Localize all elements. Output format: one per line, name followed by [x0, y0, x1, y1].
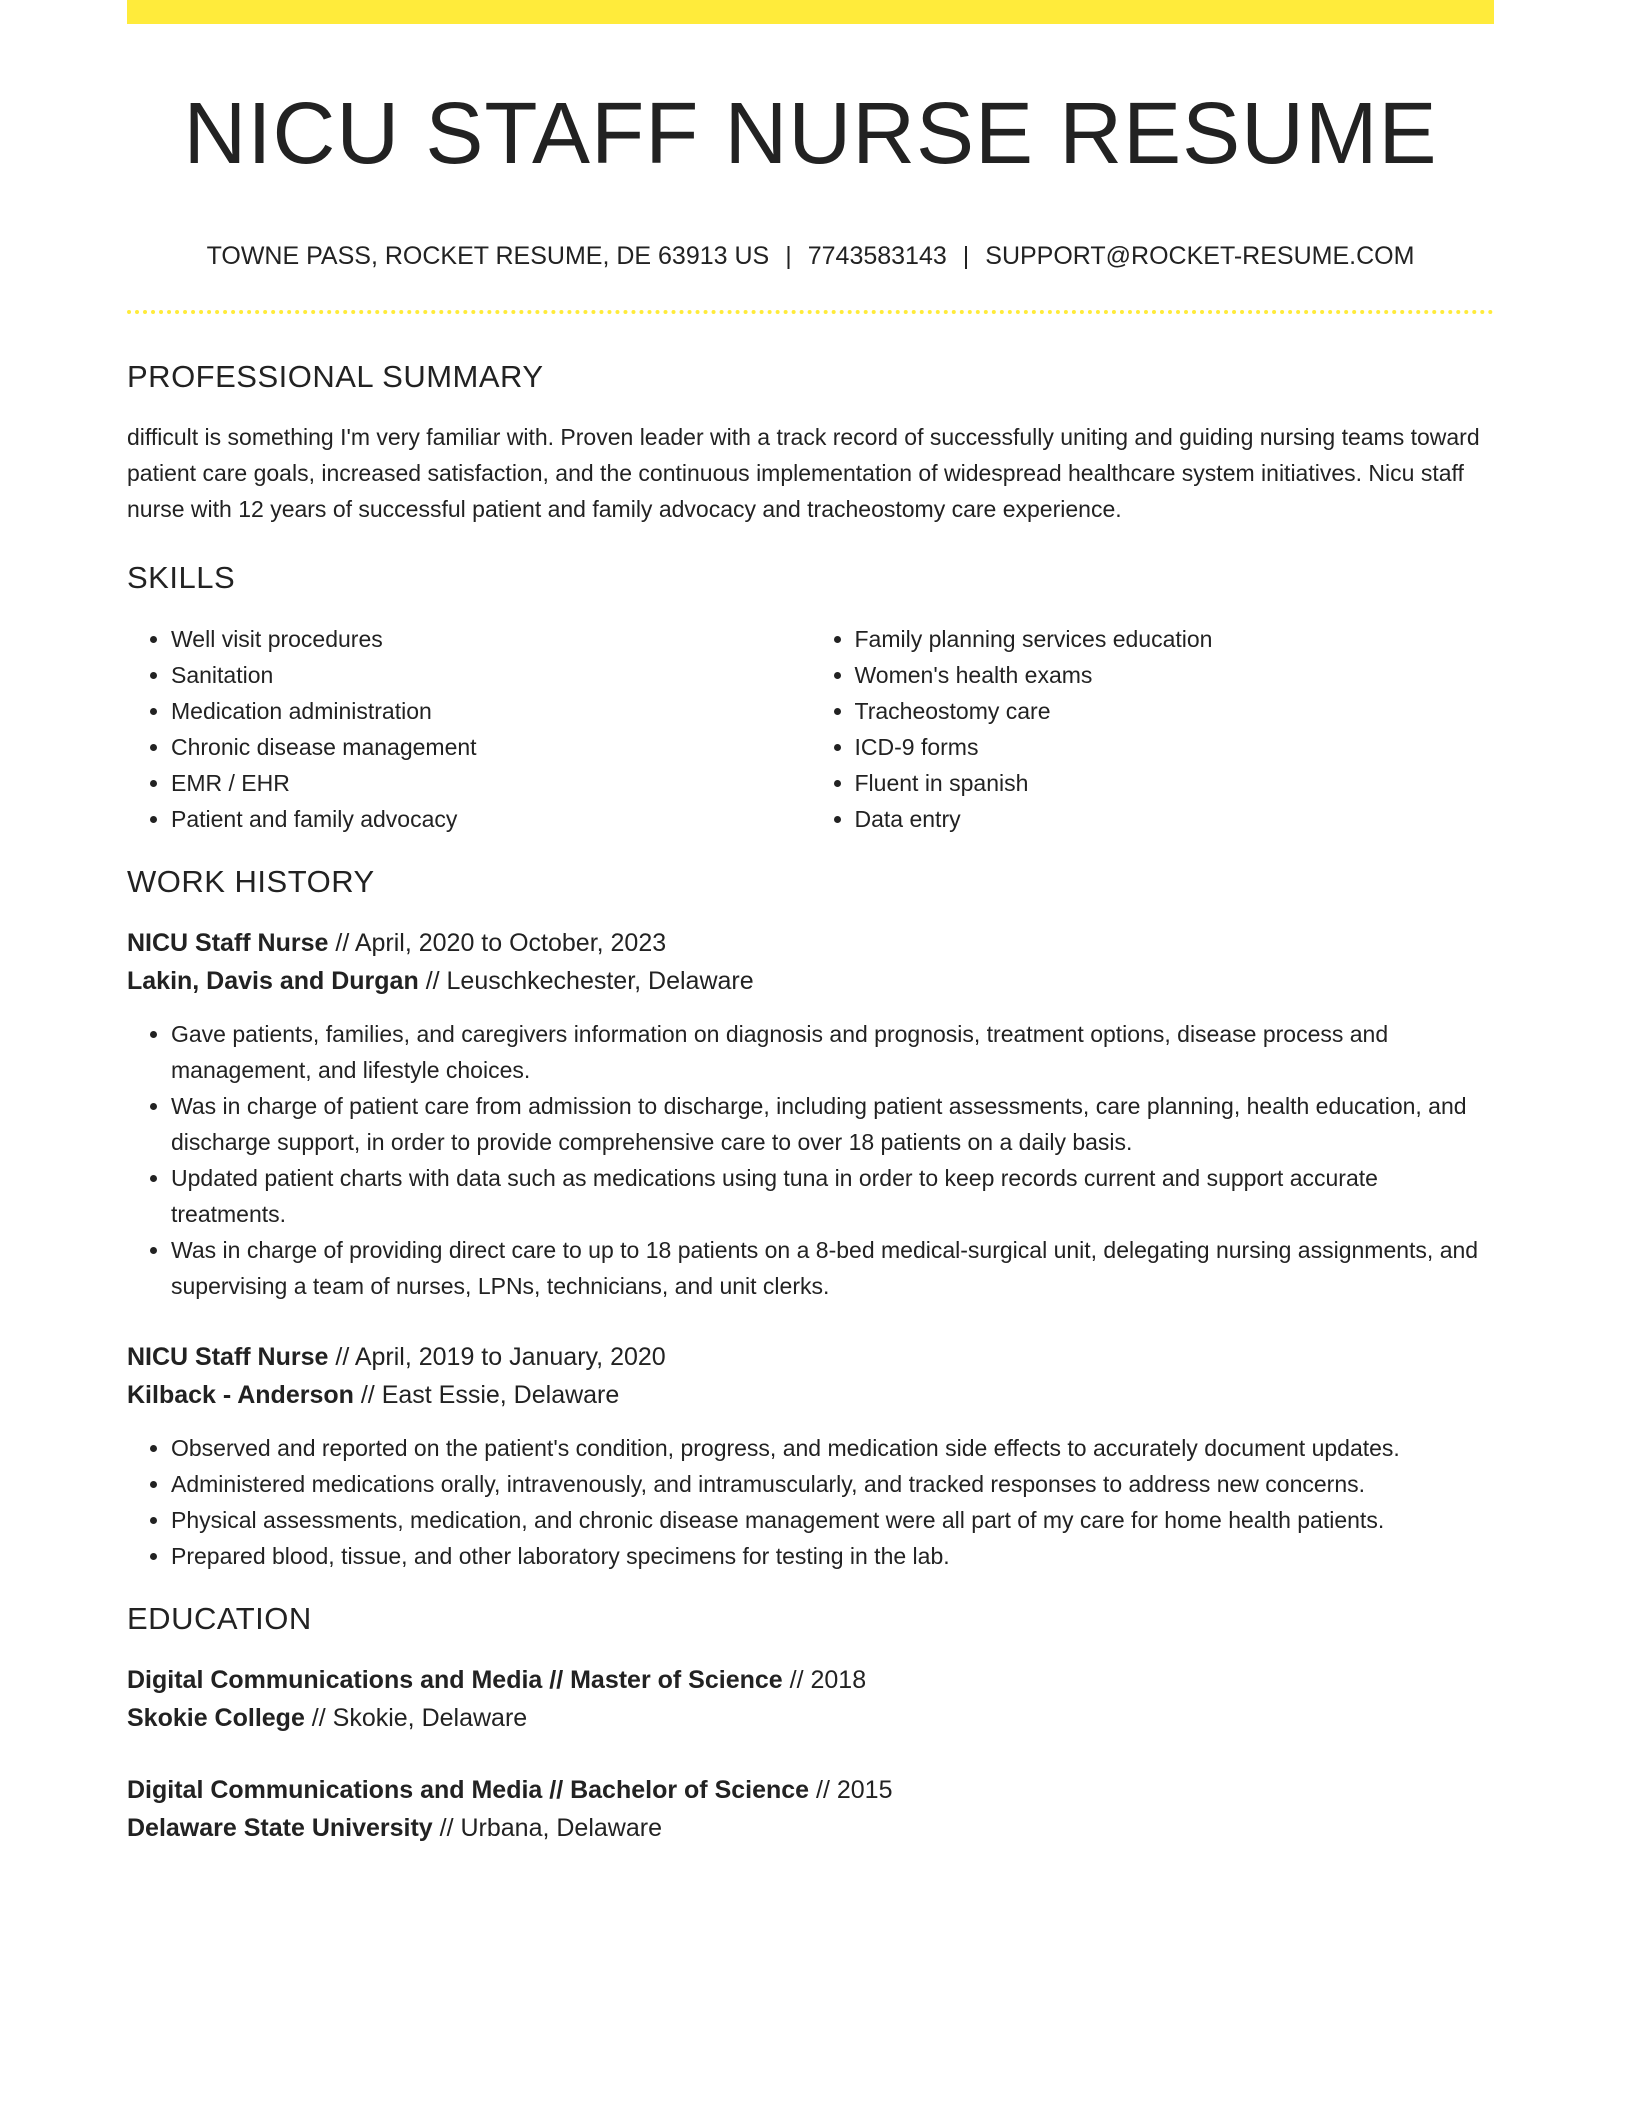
- contact-separator: |: [785, 241, 792, 270]
- skill-item: • Fluent in spanish: [855, 765, 1495, 801]
- job-entry: [127, 1338, 1494, 1574]
- education-degree-line: [127, 1661, 1494, 1699]
- top-accent-bar: [127, 0, 1494, 24]
- job-dates: // April, 2019 to January, 2020: [328, 1342, 666, 1371]
- contact-separator: |: [962, 241, 970, 270]
- job-bullet: • Observed and reported on the patient's condition, progress, and medication side effects to accurately document updates.: [171, 1430, 1494, 1466]
- job-bullet: • Prepared blood, tissue, and other laboratory specimens for testing in the lab.: [171, 1538, 1494, 1574]
- job-location: // East Essie, Delaware: [353, 1380, 620, 1409]
- job-bullet: • Physical assessments, medication, and chronic disease management were all part of my care for home health patients.: [171, 1502, 1494, 1538]
- skills-heading: SKILLS: [127, 560, 236, 596]
- job-dates: // April, 2020 to October, 2023: [328, 928, 667, 957]
- education-heading: EDUCATION: [127, 1600, 312, 1636]
- skill-item: • Sanitation: [171, 657, 811, 693]
- job-bullet: • Administered medications orally, intravenously, and intramuscularly, and tracked responses to address new concerns.: [171, 1466, 1494, 1502]
- skill-item: • Well visit procedures: [171, 621, 811, 657]
- education-degree: Digital Communications and Media // Bachelor of Science: [127, 1775, 810, 1804]
- dotted-divider: [127, 310, 1494, 314]
- education-school-line: [127, 1699, 1494, 1737]
- resume-title: NICU STAFF NURSE RESUME: [183, 85, 1438, 182]
- job-role-line: [127, 1338, 1494, 1376]
- skill-item: • Tracheostomy care: [855, 693, 1495, 729]
- education-degree: Digital Communications and Media // Master of Science: [127, 1665, 783, 1694]
- contact-phone: 7743583143: [807, 241, 947, 270]
- education-school: Delaware State University: [127, 1813, 433, 1842]
- skill-item: • Family planning services education: [855, 621, 1495, 657]
- contact-line: [127, 240, 1494, 273]
- contact-address: TOWNE PASS, ROCKET RESUME, DE 63913 US: [206, 241, 770, 270]
- education-entry: [127, 1771, 1494, 1847]
- skills-right-column: [811, 621, 1495, 837]
- education-year: // 2015: [809, 1775, 893, 1804]
- job-bullet: • Gave patients, families, and caregivers information on diagnosis and prognosis, treatment options, disease process and management, and lifestyle choices.: [171, 1016, 1494, 1088]
- skill-item: • Data entry: [855, 801, 1495, 837]
- education-location: // Skokie, Delaware: [304, 1703, 528, 1732]
- job-bullet: • Was in charge of providing direct care to up to 18 patients on a 8-bed medical-surgical unit, delegating nursing assignments, and supervising a team of nurses, LPNs, technicians, and unit clerks.: [171, 1232, 1494, 1304]
- skills-grid: [127, 621, 1494, 837]
- education-degree-line: [127, 1771, 1494, 1809]
- skill-item: • Medication administration: [171, 693, 811, 729]
- skill-item: • Women's health exams: [855, 657, 1495, 693]
- skill-item: • Chronic disease management: [171, 729, 811, 765]
- resume-page: [127, 0, 1494, 1847]
- job-entry: [127, 924, 1494, 1304]
- job-bullets: [127, 1016, 1494, 1304]
- job-role: NICU Staff Nurse: [127, 928, 329, 957]
- skills-left-column: [127, 621, 811, 837]
- job-company: Lakin, Davis and Durgan: [127, 966, 419, 995]
- skill-item: • ICD-9 forms: [855, 729, 1495, 765]
- job-company: Kilback - Anderson: [127, 1380, 354, 1409]
- contact-email: SUPPORT@ROCKET-RESUME.COM: [985, 241, 1415, 270]
- summary-heading: PROFESSIONAL SUMMARY: [127, 359, 544, 395]
- job-role-line: [127, 924, 1494, 962]
- skill-item: • EMR / EHR: [171, 765, 811, 801]
- education-year: // 2018: [782, 1665, 867, 1694]
- work-history-heading: WORK HISTORY: [127, 863, 375, 899]
- summary-text: difficult is something I'm very familiar with. Proven leader with a track record of successfully uniting and guiding nursing teams toward patient care goals, increased satisfaction, and the continuous implementation of widespread healthcare system initiatives. Nicu staff nurse with 12 years of successful patient and family advocacy and tracheostomy care experience.: [127, 424, 1480, 523]
- job-bullet: • Updated patient charts with data such as medications using tuna in order to keep records current and support accurate treatments.: [171, 1160, 1494, 1232]
- job-role: NICU Staff Nurse: [127, 1342, 329, 1371]
- job-location: // Leuschkechester, Delaware: [418, 966, 754, 995]
- education-school-line: [127, 1809, 1494, 1847]
- education-school: Skokie College: [127, 1703, 305, 1732]
- skill-item: • Patient and family advocacy: [171, 801, 811, 837]
- job-bullets: [127, 1430, 1494, 1574]
- job-company-line: [127, 1376, 1494, 1414]
- job-company-line: [127, 962, 1494, 1000]
- education-entry: [127, 1661, 1494, 1737]
- job-bullet: • Was in charge of patient care from admission to discharge, including patient assessments, care planning, health education, and discharge support, in order to provide comprehensive care to over 18 patients on a daily basis.: [171, 1088, 1494, 1160]
- education-location: // Urbana, Delaware: [432, 1813, 662, 1842]
